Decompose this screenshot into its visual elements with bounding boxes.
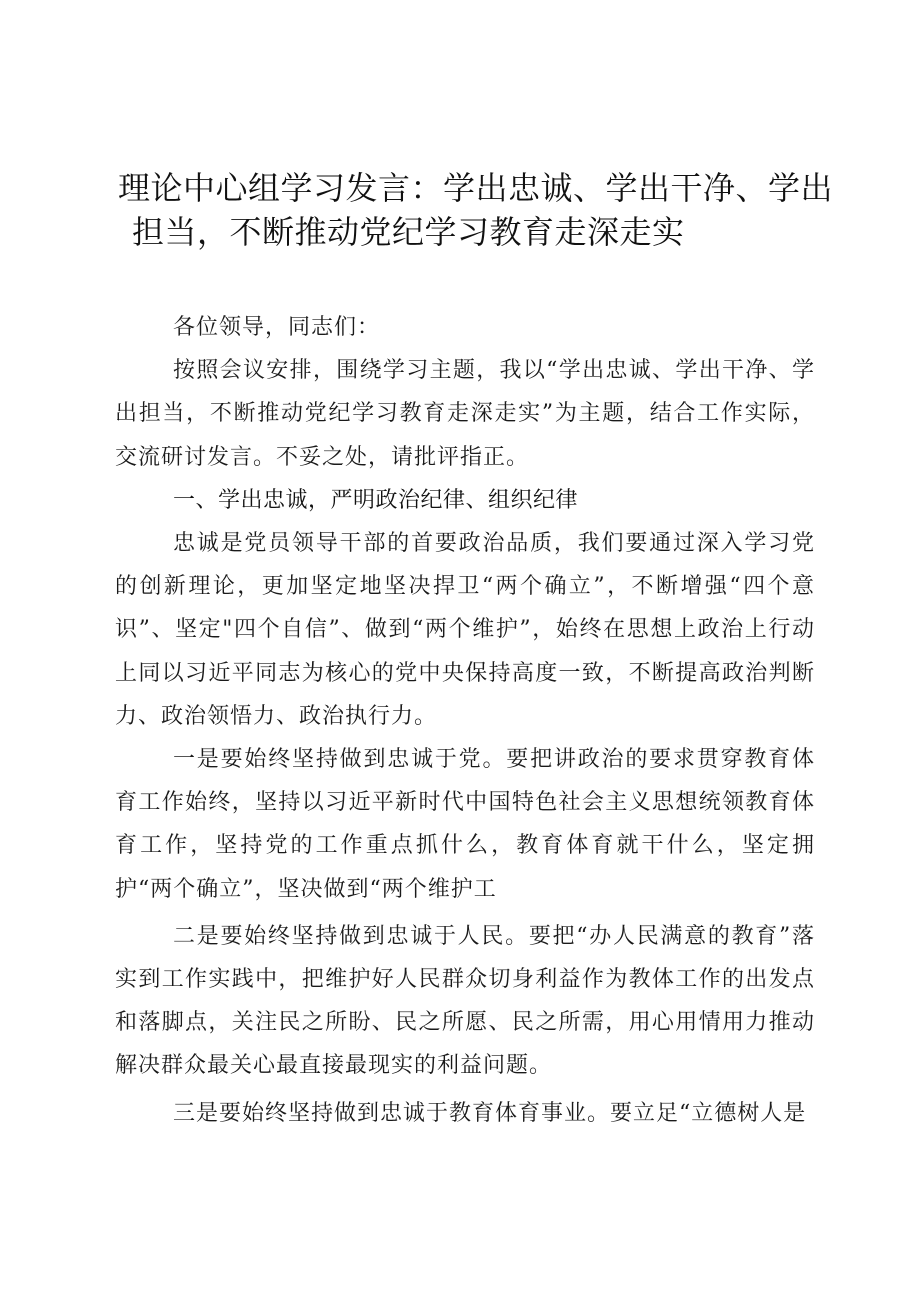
section-1-paragraph-4: 三是要始终坚持做到忠诚于教育体育事业。要立足“立德树人是	[173, 1100, 807, 1126]
title-line-1: 理论中心组学习发言：学出忠诚、学出干净、学出	[118, 169, 834, 207]
intro-paragraph: 按照会议安排，围绕学习主题，我以“学出忠诚、学出干净、学出担当，不断推动党纪学习教育走深走实”为主题，结合工作实际，交流研讨发言。不妥之处，请批评指正。	[115, 358, 815, 470]
section-1-paragraph-3: 二是要始终坚持做到忠诚于人民。要把“办人民满意的教育”落实到工作实践中，把维护好人民群众切身利益作为教体工作的出发点和落脚点，关注民之所盼、民之所愿、民之所需，用心用情用力推动解决群众最关心最直接最现实的利益问题。	[115, 923, 815, 1079]
document-body	[115, 306, 815, 1135]
title-line-2: 担当，不断推动党纪学习教育走深走实	[132, 213, 685, 251]
section-1-paragraph-2: 一是要始终坚持做到忠诚于党。要把讲政治的要求贯穿教育体育工作始终，坚持以习近平新时代中国特色社会主义思想统领教育体育工作，坚持党的工作重点抓什么，教育体育就干什么，坚定拥护“两个确立”，坚决做到“两个维护工	[115, 747, 815, 902]
section-heading-1: 一、学出忠诚，严明政治纪律、组织纪律	[173, 487, 579, 513]
document-title	[118, 166, 834, 254]
section-1-paragraph-1: 忠诚是党员领导干部的首要政治品质，我们要通过深入学习党的创新理论，更加坚定地坚决捍卫“两个确立”，不断增强“四个意识”、坚定"四个自信”、做到“两个维护”，始终在思想上政治上行动上同以习近平同志为核心的党中央保持高度一致，不断提高政治判断力、政治领悟力、政治执行力。	[115, 531, 815, 729]
salutation: 各位领导，同志们：	[173, 315, 381, 340]
